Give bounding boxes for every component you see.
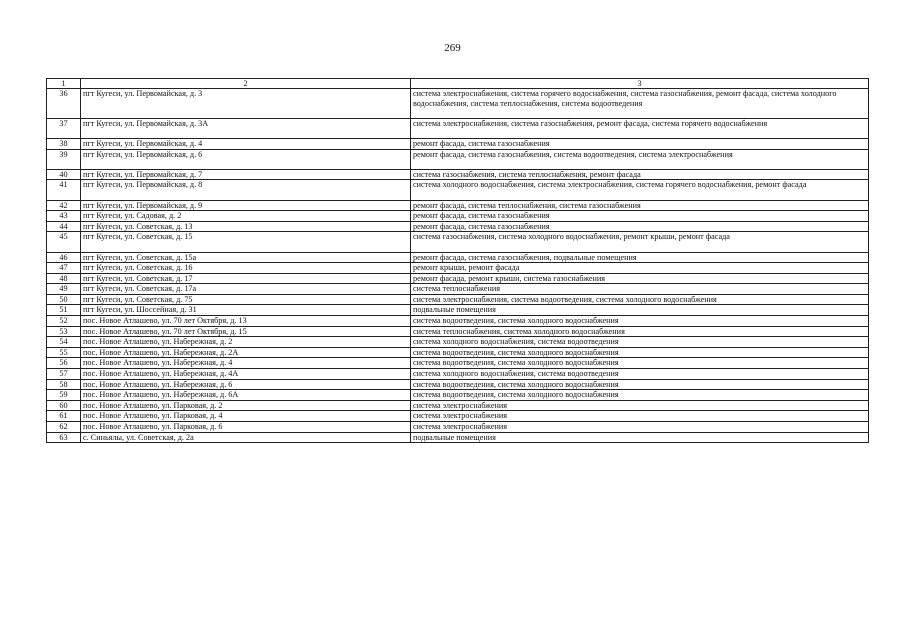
row-number-cell: 62: [47, 422, 81, 433]
address-cell: пос. Новое Атлашево, ул. Набережная, д. 6А: [81, 390, 411, 401]
works-cell: система водоотведения, система холодного водоснабжения: [411, 358, 869, 369]
works-cell: ремонт фасада, система газоснабжения, система водоотведения, система электроснабжения: [411, 149, 869, 169]
address-cell: пгт Кугеси, ул. Первомайская, д. 3А: [81, 118, 411, 138]
row-number-cell: 37: [47, 118, 81, 138]
address-cell: пгт Кугеси, ул. Первомайская, д. 7: [81, 169, 411, 180]
address-cell: пгт Кугеси, ул. Советская, д. 75: [81, 294, 411, 305]
works-cell: система электроснабжения: [411, 411, 869, 422]
table-header-row: [47, 79, 869, 89]
column-header-1: 1: [47, 79, 81, 89]
works-cell: система электроснабжения, система газоснабжения, ремонт фасада, система горячего водоснабжения: [411, 118, 869, 138]
row-number-cell: 48: [47, 273, 81, 284]
table-row: [47, 221, 869, 232]
address-cell: пос. Новое Атлашево, ул. 70 лет Октября, д. 15: [81, 326, 411, 337]
row-number-cell: 41: [47, 180, 81, 200]
table-row: [47, 89, 869, 119]
address-cell: пгт Кугеси, ул. Садовая, д. 2: [81, 211, 411, 222]
table-row: [47, 326, 869, 337]
row-number-cell: 40: [47, 169, 81, 180]
table-row: [47, 118, 869, 138]
address-cell: пос. Новое Атлашево, ул. Набережная, д. 4А: [81, 369, 411, 380]
address-cell: пгт Кугеси, ул. Советская, д. 17: [81, 273, 411, 284]
address-cell: пос. Новое Атлашево, ул. Набережная, д. 6: [81, 379, 411, 390]
row-number-cell: 39: [47, 149, 81, 169]
column-header-3: 3: [411, 79, 869, 89]
address-cell: пос. Новое Атлашево, ул. Набережная, д. 2: [81, 337, 411, 348]
works-cell: система холодного водоснабжения, система водоотведения: [411, 369, 869, 380]
address-cell: пос. Новое Атлашево, ул. 70 лет Октября, д. 13: [81, 316, 411, 327]
address-cell: пгт Кугеси, ул. Первомайская, д. 4: [81, 138, 411, 149]
row-number-cell: 58: [47, 379, 81, 390]
row-number-cell: 52: [47, 316, 81, 327]
works-cell: система водоотведения, система холодного водоснабжения: [411, 390, 869, 401]
table-row: [47, 337, 869, 348]
works-cell: ремонт фасада, ремонт крыши, система газоснабжения: [411, 273, 869, 284]
table-row: [47, 169, 869, 180]
row-number-cell: 36: [47, 89, 81, 119]
address-cell: пос. Новое Атлашево, ул. Парковая, д. 2: [81, 400, 411, 411]
row-number-cell: 61: [47, 411, 81, 422]
address-cell: пгт Кугеси, ул. Шоссейная, д. 31: [81, 305, 411, 316]
address-cell: пгт Кугеси, ул. Советская, д. 15а: [81, 252, 411, 263]
address-cell: пос. Новое Атлашево, ул. Парковая, д. 6: [81, 422, 411, 433]
row-number-cell: 53: [47, 326, 81, 337]
table-row: [47, 273, 869, 284]
row-number-cell: 59: [47, 390, 81, 401]
address-cell: пгт Кугеси, ул. Советская, д. 16: [81, 263, 411, 274]
table-row: [47, 263, 869, 274]
works-table: [46, 78, 869, 443]
table-row: [47, 422, 869, 433]
address-cell: пгт Кугеси, ул. Советская, д. 15: [81, 232, 411, 252]
table-row: [47, 400, 869, 411]
works-cell: система электроснабжения: [411, 400, 869, 411]
column-header-2: 2: [81, 79, 411, 89]
works-cell: система водоотведения, система холодного водоснабжения: [411, 316, 869, 327]
table-row: [47, 305, 869, 316]
address-cell: пос. Новое Атлашево, ул. Парковая, д. 4: [81, 411, 411, 422]
works-cell: система холодного водоснабжения, система электроснабжения, система горячего водоснабжения, ремонт фасада: [411, 180, 869, 200]
table-row: [47, 432, 869, 443]
works-cell: подвальные помещения: [411, 305, 869, 316]
works-cell: система газоснабжения, система холодного водоснабжения, ремонт крыши, ремонт фасада: [411, 232, 869, 252]
address-cell: с. Синьялы, ул. Советская, д. 2а: [81, 432, 411, 443]
works-cell: подвальные помещения: [411, 432, 869, 443]
table-row: [47, 358, 869, 369]
table-row: [47, 294, 869, 305]
table-row: [47, 138, 869, 149]
row-number-cell: 55: [47, 347, 81, 358]
works-cell: ремонт фасада, система газоснабжения: [411, 138, 869, 149]
works-cell: система теплоснабжения: [411, 284, 869, 295]
table-row: [47, 149, 869, 169]
address-cell: пгт Кугеси, ул. Первомайская, д. 3: [81, 89, 411, 119]
row-number-cell: 44: [47, 221, 81, 232]
row-number-cell: 54: [47, 337, 81, 348]
works-cell: ремонт крыши, ремонт фасада: [411, 263, 869, 274]
row-number-cell: 60: [47, 400, 81, 411]
table-row: [47, 252, 869, 263]
works-cell: система водоотведения, система холодного водоснабжения: [411, 347, 869, 358]
table-row: [47, 200, 869, 211]
row-number-cell: 50: [47, 294, 81, 305]
works-cell: ремонт фасада, система газоснабжения: [411, 211, 869, 222]
table-row: [47, 347, 869, 358]
works-cell: система электроснабжения: [411, 422, 869, 433]
table-row: [47, 379, 869, 390]
table-row: [47, 211, 869, 222]
table-row: [47, 411, 869, 422]
row-number-cell: 42: [47, 200, 81, 211]
row-number-cell: 43: [47, 211, 81, 222]
row-number-cell: 45: [47, 232, 81, 252]
table-row: [47, 316, 869, 327]
works-cell: ремонт фасада, система теплоснабжения, система газоснабжения: [411, 200, 869, 211]
row-number-cell: 51: [47, 305, 81, 316]
address-cell: пос. Новое Атлашево, ул. Набережная, д. 4: [81, 358, 411, 369]
address-cell: пос. Новое Атлашево, ул. Набережная, д. 2А: [81, 347, 411, 358]
works-cell: система электроснабжения, система водоотведения, система холодного водоснабжения: [411, 294, 869, 305]
table-row: [47, 232, 869, 252]
page-number: 269: [444, 42, 461, 54]
row-number-cell: 56: [47, 358, 81, 369]
address-cell: пгт Кугеси, ул. Первомайская, д. 8: [81, 180, 411, 200]
table-row: [47, 180, 869, 200]
works-cell: система газоснабжения, система теплоснабжения, ремонт фасада: [411, 169, 869, 180]
table-row: [47, 390, 869, 401]
works-cell: система водоотведения, система холодного водоснабжения: [411, 379, 869, 390]
works-cell: система холодного водоснабжения, система водоотведения: [411, 337, 869, 348]
works-cell: система электроснабжения, система горячего водоснабжения, система газоснабжения, ремонт фасада, система холодного водоснабжения, система теплоснабжения, система водоотведения: [411, 89, 869, 119]
row-number-cell: 63: [47, 432, 81, 443]
row-number-cell: 49: [47, 284, 81, 295]
row-number-cell: 47: [47, 263, 81, 274]
works-cell: ремонт фасада, система газоснабжения, подвальные помещения: [411, 252, 869, 263]
works-cell: ремонт фасада, система газоснабжения: [411, 221, 869, 232]
address-cell: пгт Кугеси, ул. Первомайская, д. 6: [81, 149, 411, 169]
row-number-cell: 46: [47, 252, 81, 263]
works-cell: система теплоснабжения, система холодного водоснабжения: [411, 326, 869, 337]
table-row: [47, 284, 869, 295]
address-cell: пгт Кугеси, ул. Советская, д. 17а: [81, 284, 411, 295]
row-number-cell: 38: [47, 138, 81, 149]
address-cell: пгт Кугеси, ул. Советская, д. 13: [81, 221, 411, 232]
row-number-cell: 57: [47, 369, 81, 380]
table-row: [47, 369, 869, 380]
address-cell: пгт Кугеси, ул. Первомайская, д. 9: [81, 200, 411, 211]
